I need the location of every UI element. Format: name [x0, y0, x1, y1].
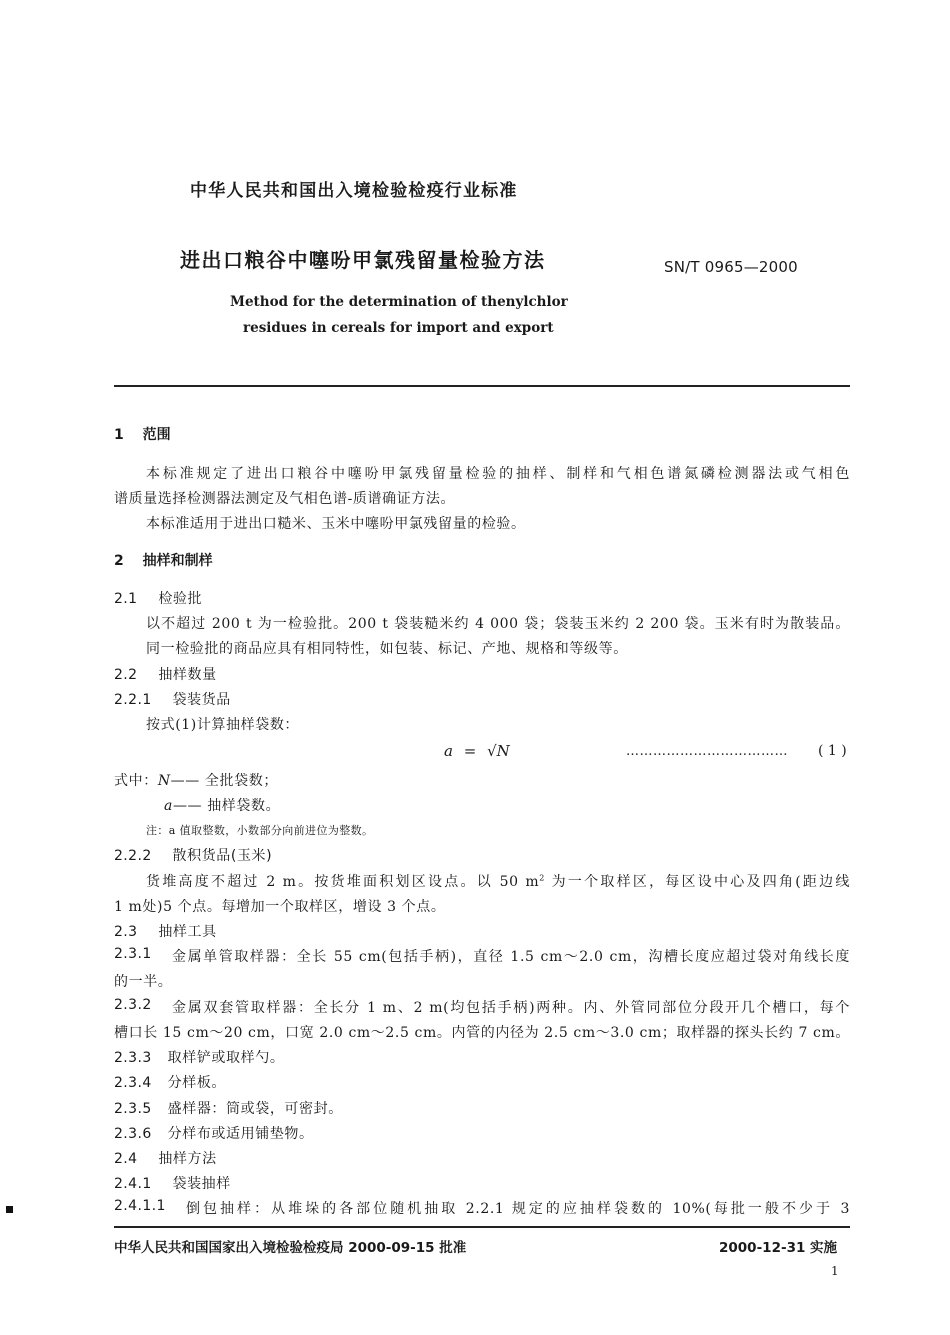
variable-symbol: N — [157, 773, 171, 789]
document-title-cn: 进出口粮谷中噻吩甲氯残留量检验方法 — [180, 248, 546, 272]
paragraph-line: 同一检验批的商品应具有相同特性，如包装、标记、产地、规格和等级等。 — [146, 641, 628, 657]
margin-marker — [6, 1206, 13, 1213]
item-number: 2.3.6 — [114, 1126, 152, 1142]
paragraph-line: 1 m处)5 个点。每增加一个取样区，增设 3 个点。 — [114, 899, 446, 915]
subsection-number: 2.3 — [114, 924, 138, 940]
formula-equals: = — [463, 742, 477, 760]
header-divider — [114, 385, 850, 387]
paragraph-line: 倒包抽样：从堆垛的各部位随机抽取 2.2.1 规定的应抽样袋数的 10%(每批一般不少于 3 — [186, 1201, 850, 1217]
subsection-number: 2.1 — [114, 591, 138, 607]
item-number: 2.3.3 — [114, 1050, 152, 1066]
subsection-2-3-heading — [114, 921, 217, 941]
subsection-2-2-heading — [114, 664, 217, 684]
section-title: 抽样和制样 — [142, 553, 213, 569]
subsection-number: 2.4.1 — [114, 1176, 152, 1192]
text-run: 货堆高度不超过 2 m。按货堆面积划区设点。以 50 m — [146, 874, 540, 890]
subsection-2-4-1-heading — [114, 1173, 231, 1193]
org-standard-title: 中华人民共和国出入境检验检疫行业标准 — [190, 181, 518, 201]
item-number: 2.3.5 — [114, 1101, 152, 1117]
subsection-2-1-heading — [114, 588, 202, 608]
formula-rhs: √N — [487, 742, 510, 760]
item-2-3-1-number: 2.3.1 — [114, 946, 152, 962]
footer-divider — [114, 1226, 850, 1228]
subsection-title: 抽样方法 — [158, 1151, 217, 1167]
subsection-2-2-2-heading — [114, 845, 272, 865]
document-title-en-line1: Method for the determination of thenylchlor — [230, 294, 568, 310]
subsection-title: 抽样数量 — [158, 667, 217, 683]
section-title: 范围 — [142, 427, 171, 443]
section-number: 1 — [114, 427, 124, 443]
paragraph-line: 本标准适用于进出口糙米、玉米中噻吩甲氯残留量的检验。 — [146, 516, 526, 532]
item-2-4-1-1-number: 2.4.1.1 — [114, 1198, 166, 1214]
variable-symbol: a — [164, 798, 173, 814]
subsection-title: 袋装货品 — [172, 692, 231, 708]
paragraph-line: 本标准规定了进出口粮谷中噻吩甲氯残留量检验的抽样、制样和气相色谱氮磷检测器法或气相色 — [146, 466, 850, 482]
variable-description: —— 抽样袋数。 — [172, 798, 281, 814]
approval-statement: 中华人民共和国国家出入境检验检疫局 2000-09-15 批准 — [114, 1240, 467, 1256]
item-2-3-4 — [114, 1072, 226, 1092]
item-2-3-6 — [114, 1123, 314, 1143]
paragraph-line: 按式(1)计算抽样袋数： — [146, 717, 300, 733]
item-text: 取样铲或取样勺。 — [167, 1050, 285, 1066]
item-text: 分样布或适用铺垫物。 — [167, 1126, 314, 1142]
paragraph-line: 槽口长 15 cm～20 cm，口宽 2.0 cm～2.5 cm。内管的内径为 2.5 cm～3.0 cm；取样器的探头长约 7 cm。 — [114, 1025, 850, 1041]
subsection-2-4-heading — [114, 1148, 217, 1168]
formula-where-n — [114, 770, 278, 790]
paragraph-line: 谱质量选择检测器法测定及气相色谱-质谱确证方法。 — [114, 491, 456, 507]
subsection-number: 2.2.2 — [114, 848, 152, 864]
item-text: 分样板。 — [167, 1075, 227, 1091]
subsection-title: 袋装抽样 — [172, 1176, 231, 1192]
document-title-en-line2: residues in cereals for import and export — [243, 320, 554, 336]
formula-where-a — [164, 795, 280, 815]
formula-number: ( 1 ) — [818, 743, 847, 759]
subsection-number: 2.2 — [114, 667, 138, 683]
subsection-title: 检验批 — [158, 591, 203, 607]
subsection-2-2-1-heading — [114, 689, 231, 709]
paragraph-line — [146, 871, 850, 891]
item-2-3-3 — [114, 1047, 284, 1067]
variable-description: —— 全批袋数； — [170, 773, 278, 789]
superscript: 2 — [539, 873, 545, 883]
paragraph-line: 金属单管取样器：全长 55 cm(包括手柄)，直径 1.5 cm～2.0 cm，沟槽长度应超过袋对角线长度 — [172, 949, 850, 965]
paragraph-line: 的一半。 — [114, 974, 173, 990]
paragraph-line: 金属双套管取样器：全长分 1 m、2 m(均包括手柄)两种。内、外管同部位分段开几个槽口，每个 — [172, 1000, 850, 1016]
item-2-3-2-number: 2.3.2 — [114, 997, 152, 1013]
note: 注：a 值取整数，小数部分向前进位为整数。 — [146, 824, 374, 837]
item-2-3-5 — [114, 1098, 343, 1118]
section-1-heading — [114, 424, 171, 444]
subsection-number: 2.4 — [114, 1151, 138, 1167]
section-2-heading — [114, 550, 213, 570]
subsection-title: 抽样工具 — [158, 924, 217, 940]
page-number: 1 — [831, 1264, 839, 1278]
text-run: 为一个取样区，每区设中心及四角(距边线 — [544, 874, 850, 890]
paragraph-line: 以不超过 200 t 为一检验批。200 t 袋装糙米约 4 000 袋；袋装玉米约 2 200 袋。玉米有时为散装品。 — [146, 616, 850, 632]
item-number: 2.3.4 — [114, 1075, 152, 1091]
subsection-number: 2.2.1 — [114, 692, 152, 708]
formula-1 — [444, 742, 510, 760]
formula-lhs: a — [444, 742, 453, 760]
effective-date: 2000-12-31 实施 — [719, 1240, 838, 1256]
where-label: 式中： — [114, 773, 158, 789]
standard-number: SN/T 0965—2000 — [664, 258, 798, 276]
section-number: 2 — [114, 553, 124, 569]
formula-leader-dots: ……………………………… — [626, 744, 788, 759]
subsection-title: 散积货品(玉米) — [172, 848, 273, 864]
item-text: 盛样器：筒或袋，可密封。 — [167, 1101, 343, 1117]
